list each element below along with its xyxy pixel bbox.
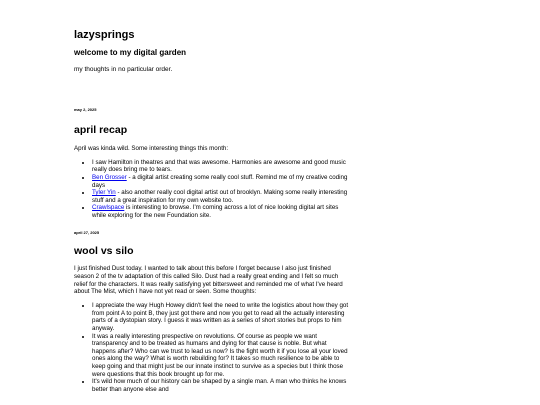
post-intro: I just finished Dust today. I wanted to talk about this before I forget because I also just finished season 2 of the tv adaptation of this called Silo. Dust had a really great ending and I felt so much relief for the characters. It was really satisfying yet bittersweet and reminded me of what I've heard about The Mist, which I have not yet read or seen. Some thoughts: [74, 265, 343, 296]
ben-grosser-link[interactable]: Ben Grosser [92, 173, 127, 181]
crawlspace-link[interactable]: Crawlspace [92, 204, 125, 212]
list-item-text: It's wild how much of our history can be shaped by a single man. A man who thinks he knows better than anyone else and [92, 378, 347, 393]
tyler-yin-link[interactable]: Tyler Yin [92, 189, 116, 197]
post-date: april 27, 2025 [74, 230, 100, 235]
list-item [92, 159, 350, 174]
post-intro: April was kinda wild. Some interesting things this month: [74, 145, 229, 152]
post-list [74, 302, 350, 393]
list-item-text: is interesting to browse. I'm coming across a lot of nice looking digital art sites while exploring for the new Foundation site. [92, 204, 339, 219]
list-item-text: I appreciate the way Hugh Howey didn't feel the need to write the logistics about how they got from point A to point B, they just got there and now you get to read all the actually interesting parts of a dystopian story. I guess it was written as a series of short stories but props to him anyway. [92, 302, 349, 332]
site-title: lazysprings [74, 29, 135, 41]
site-tagline: my thoughts in no particular order. [74, 66, 173, 73]
list-item [92, 174, 350, 189]
list-item [92, 333, 350, 379]
list-item-text: - also another really cool digital artist out of brooklyn. Making some really interesting stuff and a great inspiration for my own website too. [92, 189, 348, 204]
post-title[interactable]: wool vs silo [74, 245, 134, 257]
list-item [92, 378, 350, 393]
post-wool-vs-silo [74, 230, 350, 393]
list-item-text: It was a really interesting prespective on revolutions. Of course as people we want transparency and to be treated as humans and dying for that cause is noble. But what happens after? Who can we trust to lead us now? Is the fight worth it if you lose all your loved ones along the way? What is worth rebuilding for? It takes so much resilience to be able to keep going and that might just be our innate instinct to survive as a species but I think those were questions that this book brought up for me. [92, 332, 348, 378]
list-item [92, 189, 350, 204]
post-list [74, 159, 350, 220]
list-item-text: I saw Hamilton in theatres and that was awesome. Harmonies are awesome and good music really does bring me to tears. [92, 158, 346, 174]
site-subtitle: welcome to my digital garden [74, 48, 187, 57]
list-item [92, 204, 350, 219]
list-item-text: - a digital artist creating some really cool stuff. Remind me of my creative coding days [92, 173, 348, 189]
post-april-recap [74, 107, 350, 220]
post-date: may 2, 2025 [74, 107, 97, 112]
post-title[interactable]: april recap [74, 124, 128, 136]
list-item [92, 302, 350, 332]
